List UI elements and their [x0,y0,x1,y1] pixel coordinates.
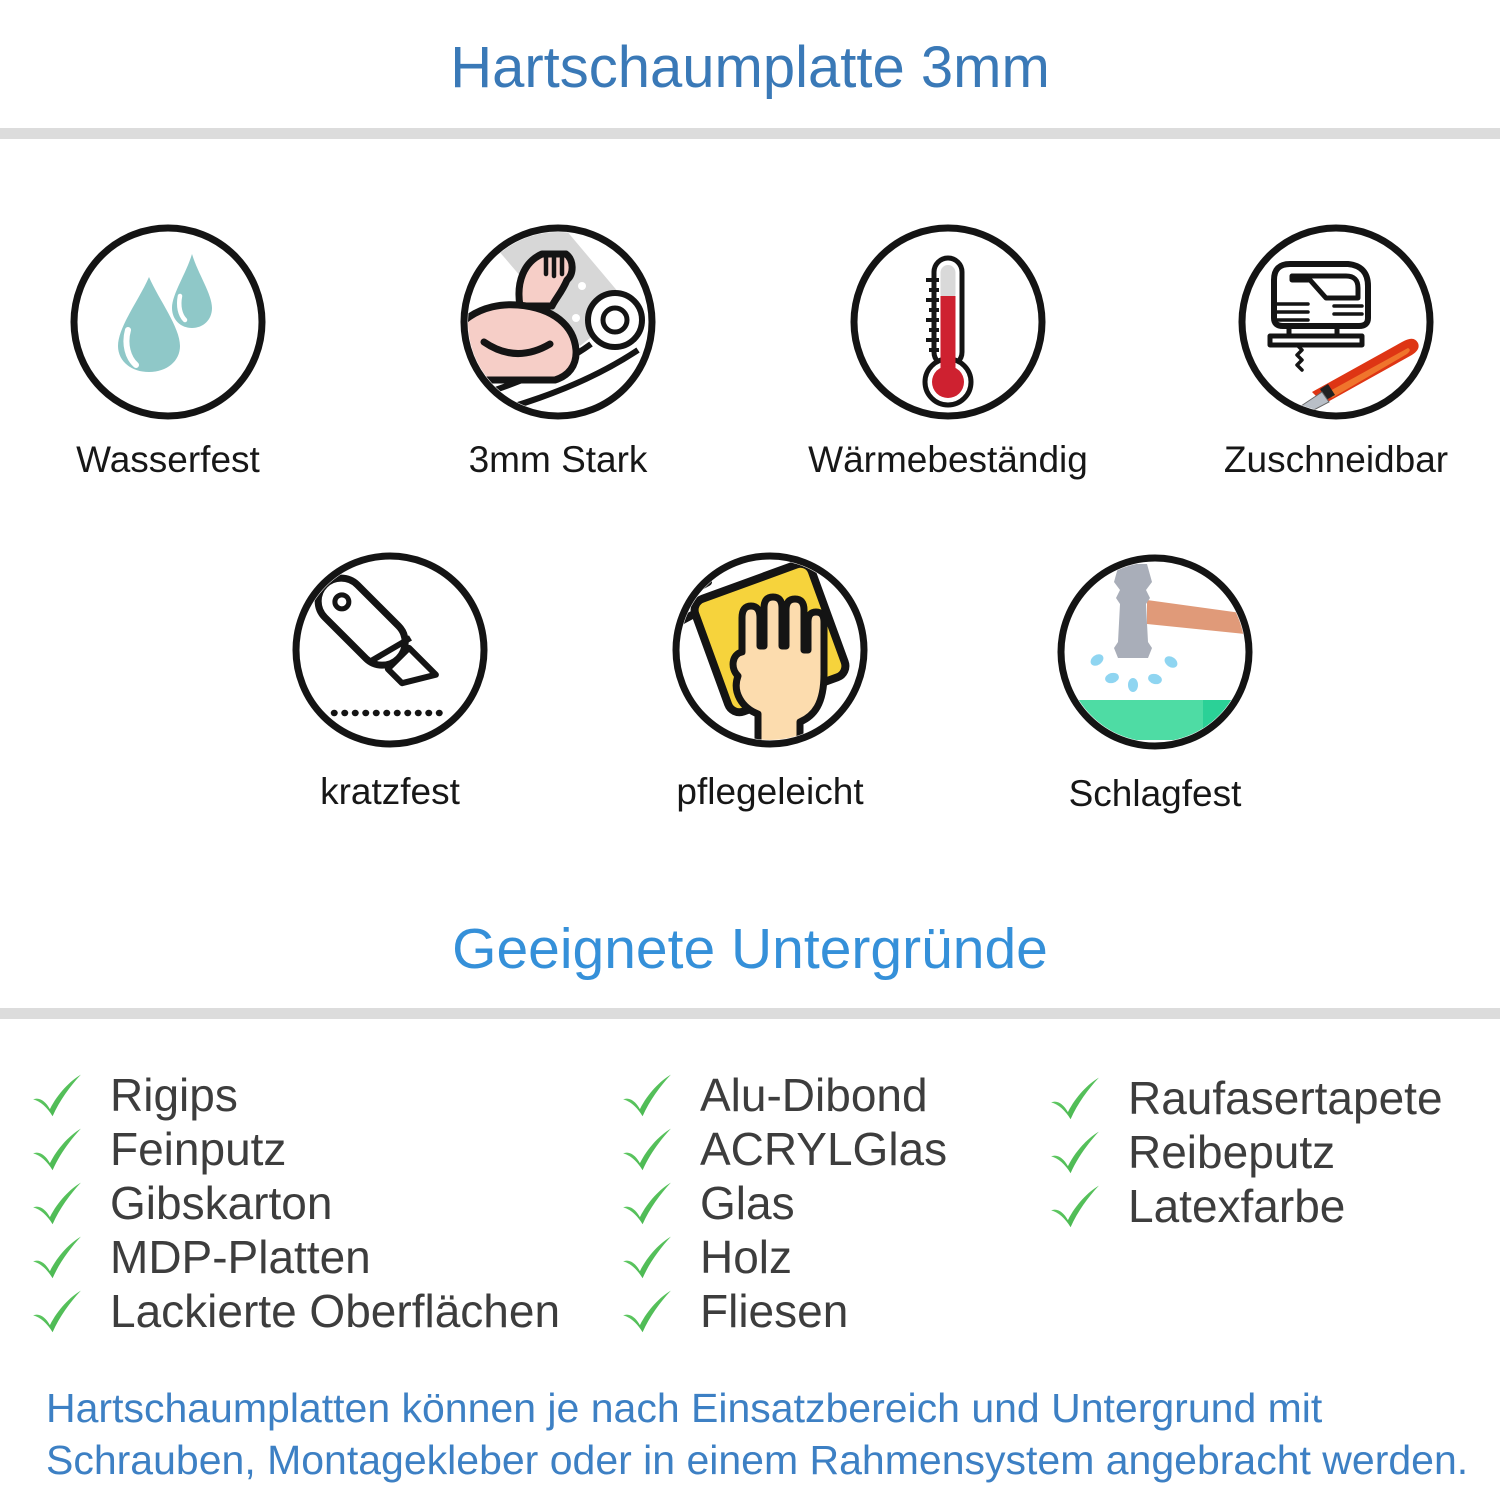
check-icon [30,1288,84,1334]
substrate-label: Latexfarbe [1128,1180,1346,1232]
substrate-label: Feinputz [110,1123,287,1175]
substrate-label: Gibskarton [110,1177,333,1229]
check-icon [620,1288,674,1334]
check-icon [620,1234,674,1280]
substrate-item [30,1068,560,1122]
substrate-label: Reibeputz [1128,1126,1336,1178]
feature-3mm-stark [378,222,738,481]
feature-label: 3mm Stark [468,439,648,480]
jigsaw-icon [1236,222,1436,422]
substrate-label: Lackierte Oberflächen [110,1285,561,1337]
check-icon [620,1180,674,1226]
check-icon [620,1072,674,1118]
cleaning-cloth-hand-icon [670,550,870,750]
substrate-label: Holz [700,1231,793,1283]
feature-label: Schlagfest [1068,773,1242,814]
section-title: Geeignete Untergründe [452,917,1048,981]
water-drops-icon [68,222,268,422]
muscle-arm-icon [458,222,658,422]
feature-wasserfest [0,222,348,481]
substrate-label: Glas [700,1177,795,1229]
substrate-item [620,1068,947,1122]
substrate-item [620,1122,947,1176]
feature-label: kratzfest [320,771,460,812]
thermometer-icon [848,222,1048,422]
substrate-column-2 [620,1068,947,1338]
substrate-label: MDP-Platten [110,1231,371,1283]
substrate-label: Rigips [110,1069,238,1121]
substrate-item [620,1230,947,1284]
feature-label: Wasserfest [76,439,260,480]
check-icon [30,1180,84,1226]
substrate-item [1048,1071,1443,1125]
substrate-item [620,1284,947,1338]
check-icon [620,1126,674,1172]
feature-pflegeleicht [590,550,950,813]
substrate-item [30,1230,560,1284]
substrate-column-3 [1048,1071,1443,1233]
substrate-column-1 [30,1068,560,1338]
substrate-label: ACRYLGlas [700,1123,948,1175]
footer-note [46,1382,1468,1486]
feature-kratzfest [210,550,570,813]
check-icon [1048,1075,1102,1121]
substrate-item [30,1176,560,1230]
feature-waermebestaendig [768,222,1128,481]
substrate-label: Alu-Dibond [700,1069,928,1121]
check-icon [30,1072,84,1118]
substrate-item [30,1122,560,1176]
hammer-icon [1055,552,1255,752]
footer-line-2: Schrauben, Montagekleber oder in einem Rahmensystem angebracht werden. [46,1437,1469,1483]
utility-knife-icon [290,550,490,750]
check-icon [1048,1183,1102,1229]
feature-zuschneidbar [1156,222,1500,481]
top-divider [0,128,1500,139]
feature-label: Zuschneidbar [1223,439,1449,480]
check-icon [30,1234,84,1280]
check-icon [1048,1129,1102,1175]
page-title: Hartschaumplatte 3mm [450,35,1050,100]
substrate-item [1048,1179,1443,1233]
feature-schlagfest [975,552,1335,815]
substrate-item [30,1284,560,1338]
substrate-label: Raufasertapete [1128,1072,1443,1124]
substrate-label: Fliesen [700,1285,849,1337]
feature-label: Wärmebeständig [808,439,1088,480]
feature-label: pflegeleicht [676,771,864,812]
section-divider [0,1008,1500,1019]
footer-line-1: Hartschaumplatten können je nach Einsatzbereich und Untergrund mit [46,1385,1323,1431]
check-icon [30,1126,84,1172]
substrate-item [1048,1125,1443,1179]
substrate-item [620,1176,947,1230]
